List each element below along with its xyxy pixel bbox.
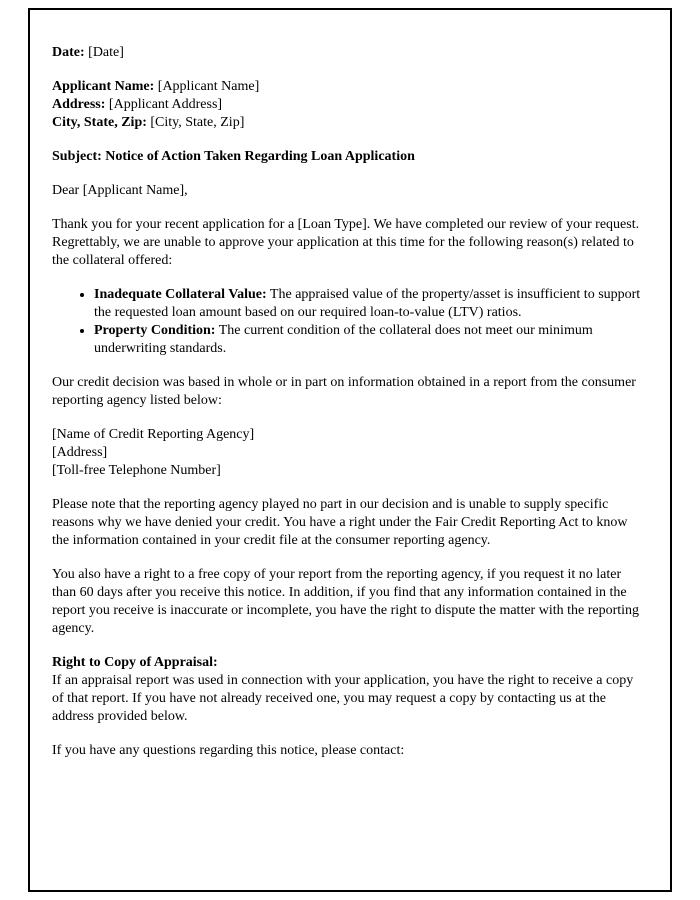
reason-label-collateral-value: Inadequate Collateral Value:: [94, 287, 267, 302]
address-value: [Applicant Address]: [105, 97, 223, 112]
subject-line: Subject: Notice of Action Taken Regarding Loan Application: [52, 149, 415, 164]
address-line: [52, 96, 648, 114]
reason-text-property-condition: The current condition of the collateral does not meet our minimum underwriting standards.: [94, 323, 593, 356]
credit-decision-paragraph: Our credit decision was based in whole or in part on information obtained in a report from the consumer reporting agency listed below:: [52, 375, 636, 408]
applicant-name-value: [Applicant Name]: [154, 79, 260, 94]
appraisal-heading: Right to Copy of Appraisal:: [52, 655, 218, 670]
reporting-agency-block: [52, 426, 648, 480]
applicant-name-label: Applicant Name:: [52, 79, 155, 94]
reason-text-collateral-value: The appraised value of the property/asset is insufficient to support the requested loan amount based on our required loan-to-value (LTV) ratios.: [94, 287, 641, 320]
free-copy-paragraph: You also have a right to a free copy of your report from the reporting agency, if you request it no later than 60 days after you receive this notice. In addition, if you find that any information contained in the report you receive is inaccurate or incomplete, you have the right to dispute the matter with the reporting agency.: [52, 567, 640, 636]
city-state-zip-label: City, State, Zip:: [52, 115, 147, 130]
date-label: Date:: [52, 45, 85, 60]
reason-item-property-condition: [94, 322, 648, 358]
reason-label-property-condition: Property Condition:: [94, 323, 216, 338]
date-value: [Date]: [84, 45, 124, 60]
appraisal-section: [52, 654, 648, 726]
reason-item-collateral-value: [94, 286, 648, 322]
contact-paragraph: If you have any questions regarding this notice, please contact:: [52, 743, 405, 758]
intro-paragraph: Thank you for your recent application for a [Loan Type]. We have completed our review of your request. Regrettably, we are unable to approve your application at this time for the following reason(s) related to the collateral offered:: [52, 217, 640, 268]
letter-page: [28, 8, 672, 892]
salutation: Dear [Applicant Name],: [52, 183, 188, 198]
city-state-zip-line: [52, 114, 648, 132]
address-label: Address:: [52, 97, 106, 112]
appraisal-paragraph: If an appraisal report was used in connection with your application, you have the right to receive a copy of that report. If you have not already received one, you may request a copy by contacting us at the address provided below.: [52, 673, 634, 724]
agency-address-line: [Address]: [52, 445, 108, 460]
agency-phone-line: [Toll-free Telephone Number]: [52, 463, 221, 478]
agency-name-line: [Name of Credit Reporting Agency]: [52, 427, 255, 442]
fcra-rights-paragraph: Please note that the reporting agency played no part in our decision and is unable to supply specific reasons why we have denied your credit. You have a right under the Fair Credit Reporting Act to know the information contained in your credit file at the consumer reporting agency.: [52, 497, 628, 548]
date-line: [52, 44, 648, 62]
city-state-zip-value: [City, State, Zip]: [146, 115, 245, 130]
applicant-address-block: [52, 78, 648, 132]
applicant-name-line: [52, 78, 648, 96]
denial-reason-list: [52, 286, 648, 358]
